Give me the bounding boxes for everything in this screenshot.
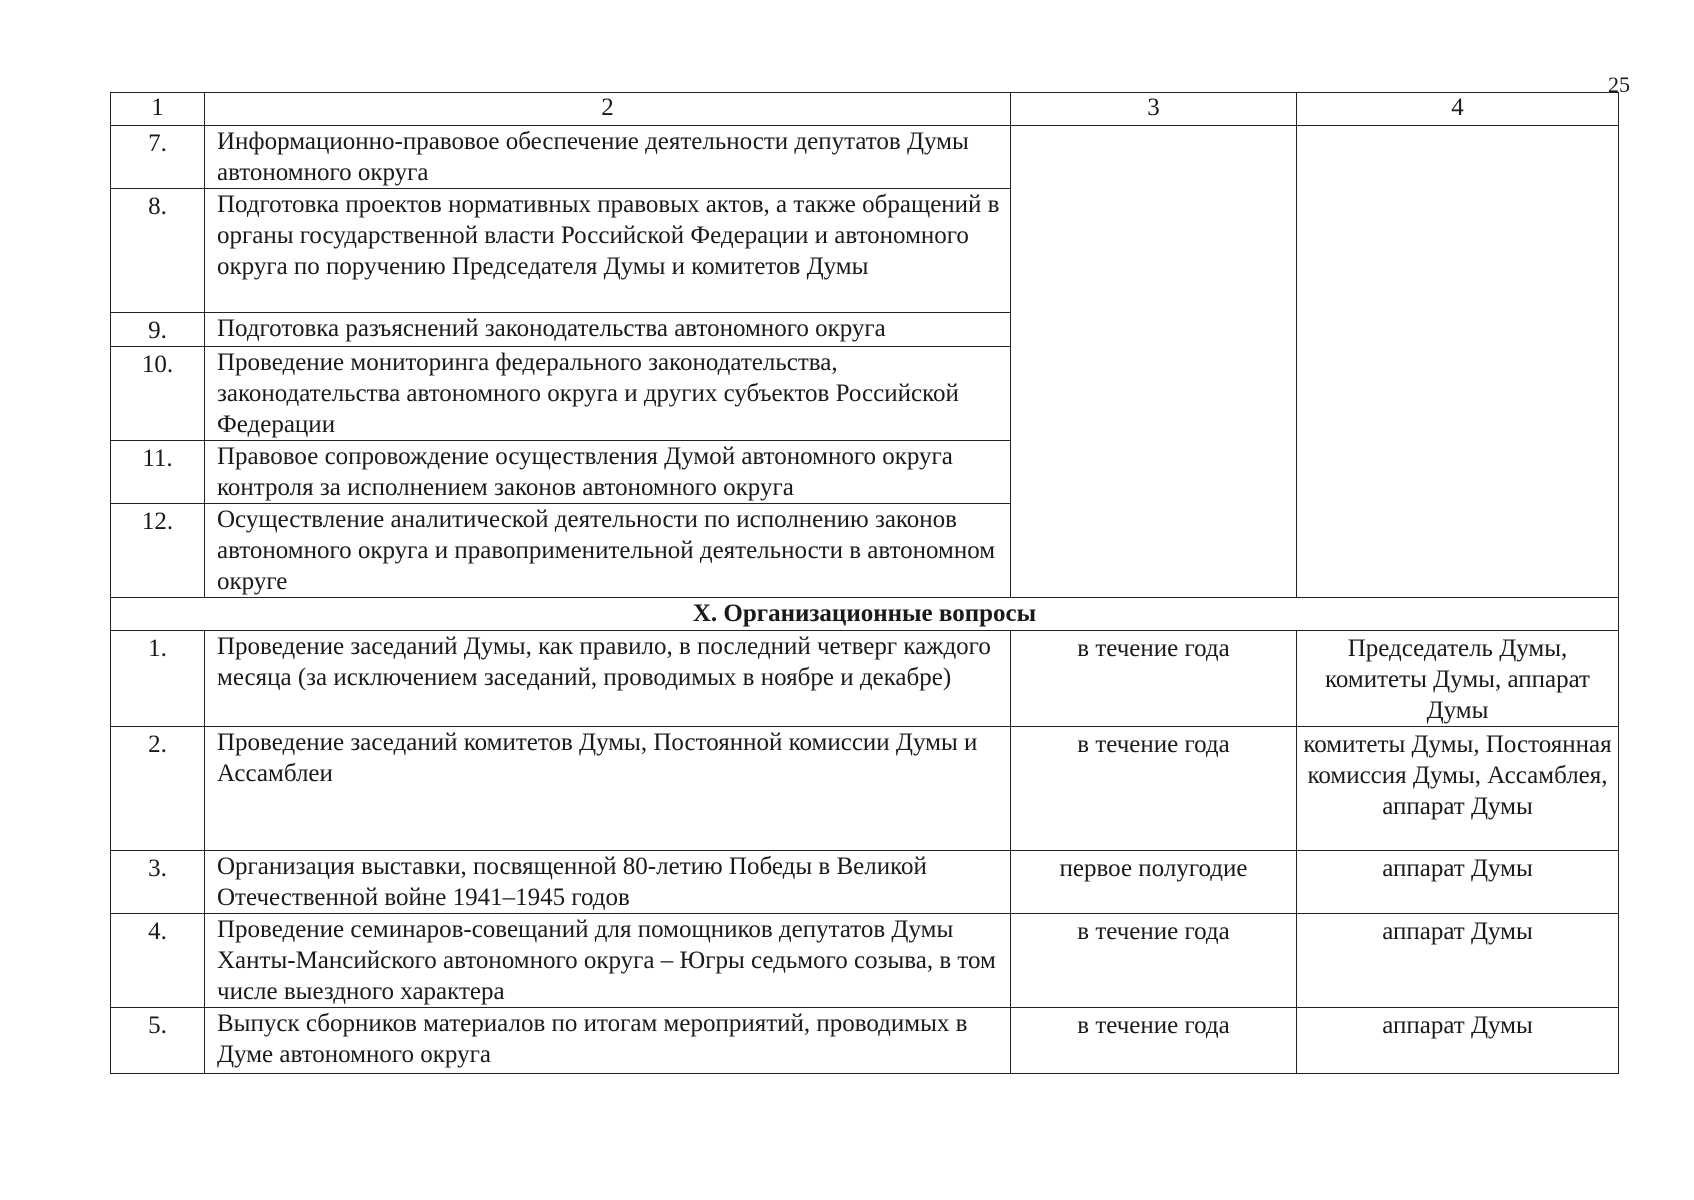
table-row [111,727,1619,851]
row-text: Информационно-правовое обеспечение деятельности депутатов Думы автономного округа [205,126,1011,189]
row-text: Подготовка проектов нормативных правовых актов, а также обращений в органы государственной власти Российской Федерации и автономного округа по поручению Председателя Думы и комитетов Думы [205,189,1011,313]
table-header-row [111,93,1619,126]
row-number: 8. [111,189,205,313]
row-responsible: комитеты Думы, Постоянная комиссия Думы, Ассамблея, аппарат Думы [1297,727,1619,851]
row-text: Правовое сопровождение осуществления Думой автономного округа контроля за исполнением законов автономного округа [205,441,1011,504]
row-text: Проведение мониторинга федерального законодательства, законодательства автономного округа и других субъектов Российской Федерации [205,347,1011,441]
header-col-4: 4 [1297,93,1619,126]
row-responsible: Председатель Думы, комитеты Думы, аппарат Думы [1297,631,1619,727]
row-number: 7. [111,126,205,189]
row-number: 9. [111,313,205,347]
row-number: 10. [111,347,205,441]
page-number: 25 [1608,72,1630,97]
table-row [111,126,1619,189]
row-number: 11. [111,441,205,504]
row-number: 1. [111,631,205,727]
section-title: X. Организационные вопросы [111,598,1619,631]
table-row [111,851,1619,914]
row-number: 5. [111,1008,205,1074]
row-responsible: аппарат Думы [1297,1008,1619,1074]
row-number: 12. [111,504,205,598]
row-text: Осуществление аналитической деятельности по исполнению законов автономного округа и правоприменительной деятельности в автономном округе [205,504,1011,598]
header-col-1: 1 [111,93,205,126]
row-term: первое полугодие [1011,851,1297,914]
term-cell-empty [1011,126,1297,598]
row-responsible: аппарат Думы [1297,851,1619,914]
header-col-2: 2 [205,93,1011,126]
row-term: в течение года [1011,1008,1297,1074]
section-row [111,598,1619,631]
row-text: Организация выставки, посвященной 80-летию Победы в Великой Отечественной войне 1941–1945 годов [205,851,1011,914]
row-text: Проведение заседаний Думы, как правило, в последний четверг каждого месяца (за исключением заседаний, проводимых в ноябре и декабре) [205,631,1011,727]
row-term: в течение года [1011,631,1297,727]
table-row [111,1008,1619,1074]
row-text: Проведение заседаний комитетов Думы, Постоянной комиссии Думы и Ассамблеи [205,727,1011,851]
row-text: Проведение семинаров-совещаний для помощников депутатов Думы Ханты-Мансийского автономного округа – Югры седьмого созыва, в том числе выездного характера [205,914,1011,1008]
row-number: 4. [111,914,205,1008]
row-responsible: аппарат Думы [1297,914,1619,1008]
row-term: в течение года [1011,727,1297,851]
responsible-cell-empty [1297,126,1619,598]
header-col-3: 3 [1011,93,1297,126]
row-number: 2. [111,727,205,851]
row-term: в течение года [1011,914,1297,1008]
table-row [111,631,1619,727]
row-text: Выпуск сборников материалов по итогам мероприятий, проводимых в Думе автономного округа [205,1008,1011,1074]
row-number: 3. [111,851,205,914]
row-text: Подготовка разъяснений законодательства автономного округа [205,313,1011,347]
plan-table [110,92,1619,1074]
table-row [111,914,1619,1008]
